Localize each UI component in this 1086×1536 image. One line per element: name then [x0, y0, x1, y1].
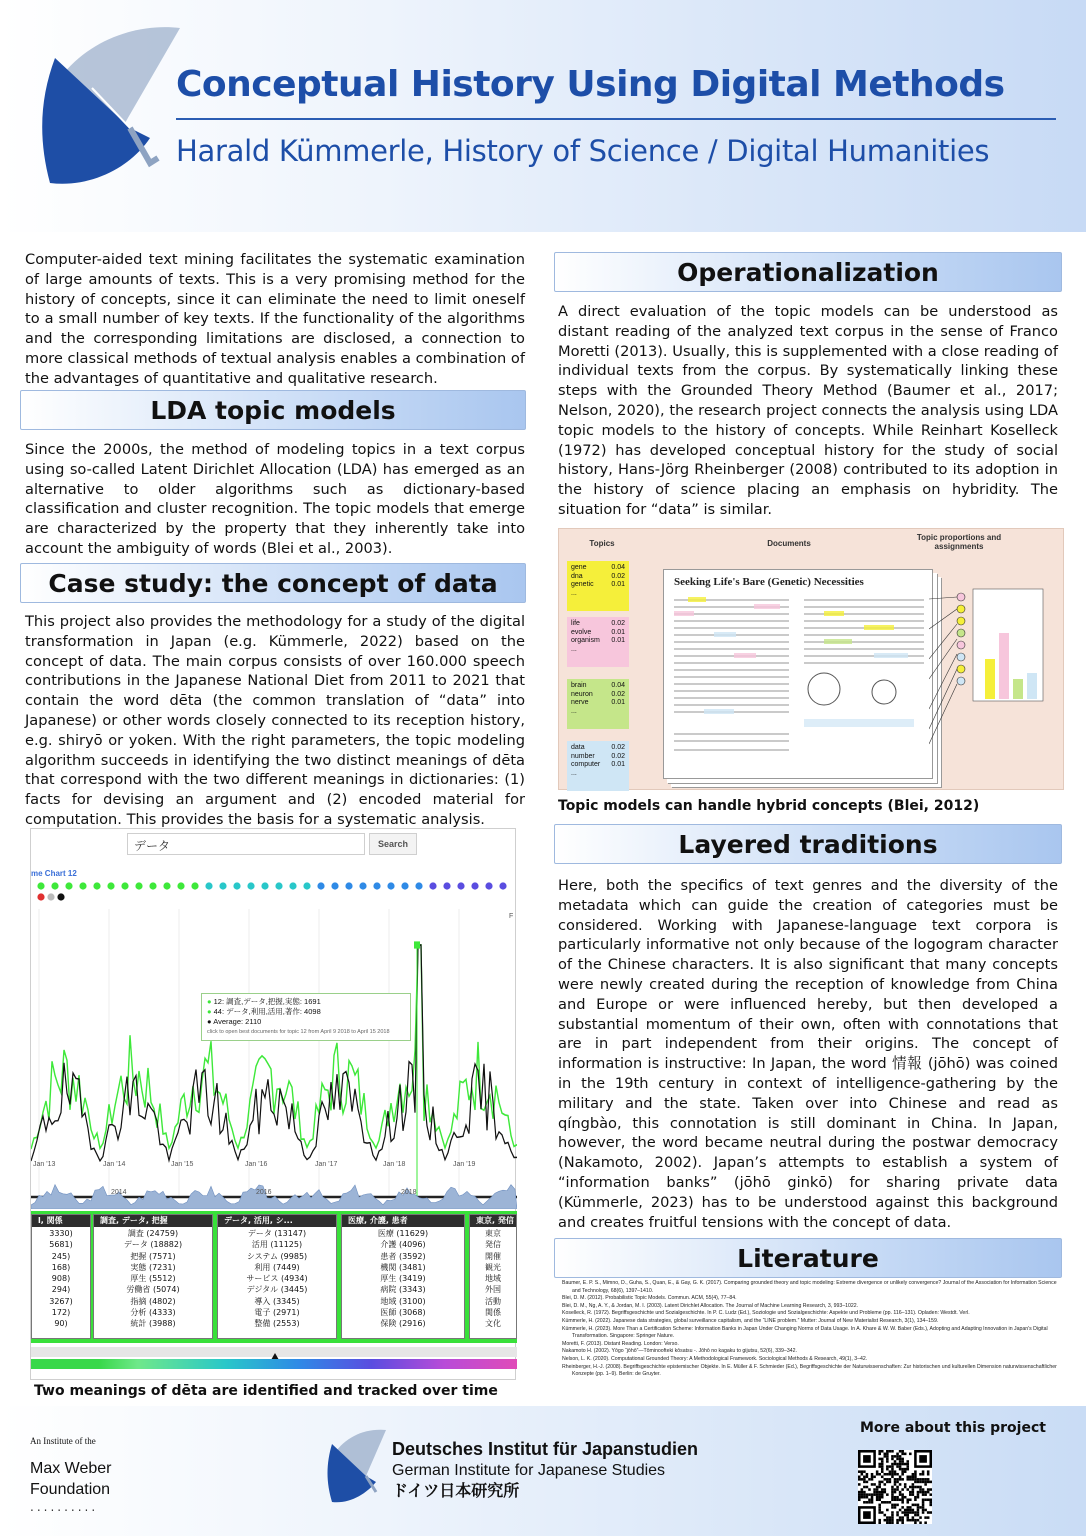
overview-area	[31, 1185, 517, 1209]
topic-word-weight: 0.02	[611, 620, 625, 627]
topic-word: brain	[571, 682, 587, 689]
topic-word: ...	[571, 769, 577, 777]
topic-term[interactable]: 機関 (3481)	[380, 1262, 426, 1272]
literature-reference: Kümmerle, H. (2022). Japanese data strategies, global surveillance capitalism, and the “LINE problem.” Mutter: Journal of New Materialist Research, 3(1), 134–159.	[562, 1317, 939, 1324]
search-input[interactable]: データ	[127, 833, 365, 855]
topic-dot[interactable]	[163, 882, 170, 889]
section-heading-literature: Literature	[554, 1238, 1062, 1278]
tooltip-line-3: Average: 2110	[213, 1017, 262, 1026]
topic-dot[interactable]	[415, 882, 422, 889]
chart-side-letter: F	[509, 913, 514, 920]
figure-label-proportions: Topic proportions and assignments	[916, 533, 1002, 551]
topic-column-header[interactable]: データ, 活用, シ...	[218, 1215, 336, 1227]
topic-term[interactable]: 関係	[485, 1308, 501, 1318]
topic-card-row	[571, 564, 625, 573]
topic-word: ...	[571, 589, 577, 597]
section-heading-lda: LDA topic models	[20, 390, 526, 430]
year-label: Jan '18	[383, 1161, 406, 1168]
topic-dot[interactable]	[373, 882, 380, 889]
topic-dot[interactable]	[303, 882, 310, 889]
topic-term[interactable]: 厚生 (3419)	[380, 1274, 426, 1284]
topic-columns	[31, 1211, 517, 1343]
mwf-line-1: Max Weber	[30, 1460, 112, 1477]
topic-term[interactable]: 3267)	[49, 1296, 73, 1306]
topic-term[interactable]: 地域	[485, 1274, 501, 1284]
topic-term[interactable]: 患者 (3592)	[380, 1251, 426, 1261]
topic-column[interactable]	[31, 1214, 91, 1339]
topic-term[interactable]: 活用 (11125)	[251, 1240, 303, 1250]
topic-term[interactable]: 介護 (4096)	[380, 1240, 426, 1250]
year-axis	[31, 1161, 517, 1171]
topic-dot[interactable]	[233, 882, 240, 889]
dij-name-ja: ドイツ日本研究所	[392, 1483, 520, 1500]
year-label: Jan '17	[315, 1161, 338, 1168]
literature-reference: Kümmerle, H. (2023). More Than a Certification Scheme: Information Banks in Japan Under Changing Norms of Data Usage. In A. Khare & W. W. Baber (Eds.), Adopting and Adapting Innovation in Japan's Digital Transformation. Singapore: Springer Nature.	[562, 1325, 1048, 1340]
topic-term[interactable]: 分析 (4333)	[130, 1308, 176, 1318]
topic-term[interactable]: 90)	[54, 1319, 68, 1329]
series-line-black	[31, 945, 517, 1161]
topic-card-row	[571, 770, 625, 779]
topic-term[interactable]: 労働省 (5074)	[126, 1285, 180, 1295]
topic-term[interactable]: 利用 (7449)	[254, 1262, 300, 1272]
topic-term[interactable]: 文化	[485, 1319, 501, 1329]
figure-label-documents: Documents	[767, 539, 811, 548]
dij-ginkgo-logo	[326, 1426, 390, 1506]
poster-title: Conceptual History Using Digital Methods	[176, 64, 1005, 105]
dij-name-de: Deutsches Institut für Japanstudien	[392, 1439, 699, 1459]
topic-dot[interactable]	[37, 882, 44, 889]
literature-reference: Nakamoto H. (2002). Yōgo “jōhō”—Tōminoofteki kōsatsu -. Jōhō no kagaku to gijutsu, 52(6), 339–342.	[562, 1348, 797, 1355]
topic-dot[interactable]	[429, 882, 436, 889]
topic-term[interactable]: 調査 (24759)	[127, 1229, 179, 1238]
topic-proportions-graphic	[929, 569, 1059, 779]
topic-dot[interactable]	[289, 882, 296, 889]
topic-term[interactable]: 地域 (3100)	[380, 1296, 426, 1306]
year-label: Jan '19	[453, 1161, 476, 1168]
document-text-lines	[674, 594, 924, 764]
topic-dot[interactable]	[485, 882, 492, 889]
topic-card-row	[571, 761, 625, 770]
topic-word-weight: 0.02	[611, 690, 625, 698]
topic-term[interactable]: 保険 (2916)	[380, 1319, 426, 1329]
topic-term[interactable]: データ (18882)	[123, 1240, 183, 1250]
mini-year-label: 2016	[256, 1189, 272, 1196]
topic-card-row	[571, 682, 625, 691]
topic-card	[567, 617, 629, 667]
mwf-line-2: Foundation	[30, 1481, 111, 1498]
topic-term[interactable]: 電子 (2971)	[254, 1308, 300, 1318]
topic-dot[interactable]	[401, 882, 408, 889]
horizontal-scrollbar[interactable]	[31, 1347, 517, 1357]
topic-dot[interactable]	[205, 882, 212, 889]
topic-word: computer	[571, 761, 601, 769]
topic-word: data	[571, 744, 585, 751]
topic-column-header[interactable]: l, 関係	[32, 1215, 90, 1227]
year-label: Jan '13	[33, 1161, 56, 1168]
institute-of-label: An Institute of the	[30, 1436, 96, 1446]
topic-dot[interactable]	[387, 882, 394, 889]
year-label: Jan '15	[171, 1161, 194, 1168]
tooltip-line-2: 44: データ,利用,活用,著作: 4098	[213, 1007, 321, 1016]
topic-term[interactable]: 医師 (3068)	[380, 1308, 426, 1318]
topic-term[interactable]: 活動	[485, 1296, 501, 1306]
topic-term[interactable]: 医療 (11629)	[377, 1229, 429, 1238]
series-dot[interactable]	[57, 893, 64, 900]
topic-dot[interactable]	[471, 882, 478, 889]
max-weber-foundation-logo	[30, 1458, 112, 1500]
topic-term[interactable]: 908)	[51, 1274, 71, 1284]
poster-header	[0, 0, 1086, 232]
topic-word-weight: 0.01	[611, 699, 625, 707]
topic-term[interactable]: 実態 (7231)	[130, 1262, 176, 1272]
chart-caption: Two meanings of dēta are identified and tracked over time	[34, 1383, 498, 1399]
topic-dot[interactable]	[247, 882, 254, 889]
topic-chart-screenshot	[30, 828, 516, 1380]
topic-word: life	[571, 620, 580, 627]
more-about-label: More about this project	[860, 1420, 1046, 1436]
topic-term[interactable]: 外国	[485, 1285, 501, 1295]
operationalization-paragraph: A direct evaluation of the topic models can be understood as distant reading of the analyzed text corpus in the sense of Franco Moretti (2013). Usually, this is supplemented with a close reading of individual texts from the corpus. By systematically linking these steps with the Grounded Theory Method (Baumer et al., 2017; Nelson, 2020), the research project connects the analysis using LDA topic models to the history of concepts. While Reinhart Koselleck (1972) has developed conceptual history for the study of social history, Hans-Jörg Rheinberger (2008) contributed to its adoption in the history of science placing an emphasis on hybridity. The situation for “data” is similar.	[558, 303, 1058, 518]
topic-term[interactable]: システム (9985)	[246, 1251, 308, 1261]
topic-selector-dots[interactable]	[35, 881, 515, 905]
topic-card-row	[571, 581, 625, 590]
ginkgo-leaf-logo	[30, 18, 190, 218]
topic-term[interactable]: 5681)	[49, 1240, 73, 1250]
topic-dot[interactable]	[443, 882, 450, 889]
mini-year-label: 2018	[401, 1189, 417, 1196]
figure-document	[663, 569, 933, 779]
case-study-text: This project also provides the methodology for a study of the digital transformation in Japan (e.g. Kümmerle, 2022) based on the concept of data. The main corpus consists of over 160.000 speech contributions in the Japanese National Diet from 2011 to 2021 that contain the word dēta (the common translation of “data” into Japanese) or other words closely connected to its reception history, e.g. shiryō or yoken. With the right parameters, the topic modeling algorithm succeeds in identifying the two distinct meanings of dēta that correspond with the two different meanings in dictionaries: (1) facts for devising an argument and (2) encoded material for computation. This provides the basis for a systematic analysis.	[25, 613, 525, 828]
mini-year-label: 2014	[111, 1189, 127, 1196]
topic-word: gene	[571, 564, 587, 571]
qr-code[interactable]	[858, 1450, 932, 1524]
topic-card-row	[571, 691, 625, 700]
literature-reference: Moretti, F. (2013). Distant Reading. London: Verso.	[562, 1340, 679, 1347]
dij-name-block	[392, 1438, 698, 1503]
search-button[interactable]: Search	[369, 833, 417, 855]
topic-column-header[interactable]: 東京, 発信	[470, 1215, 516, 1227]
topic-column[interactable]	[469, 1214, 517, 1339]
topic-term[interactable]: 把握 (7571)	[130, 1251, 176, 1261]
topic-word: genetic	[571, 581, 594, 589]
topic-word: organism	[571, 637, 600, 645]
topic-column[interactable]	[93, 1214, 213, 1339]
topic-color-scale[interactable]	[31, 1359, 517, 1369]
topic-dot[interactable]	[177, 882, 184, 889]
case-study-paragraph	[25, 612, 525, 830]
topic-card-row	[571, 629, 625, 638]
topic-card	[567, 679, 629, 729]
topic-word: nerve	[571, 699, 589, 707]
layered-paragraph: Here, both the specifics of text genres and the diversity of the metadata which can guide the creation of categories must be considered. Working with Japanese-language text corpora is particularly informative not only because of the logogram character of the Chinese characters. It is also significant that many concepts were newly created during the reception of knowledge from China and Europe or were influenced hereby, but then developed a substantial momentum of their own, often with connotations that are in part independent from their origins. The concept of information is instructive: In Japan, the word 情報 (jōhō) was coined in the 19th century in context of intelligence-gathering by the military and the state. Taken over into Chinese and read as qíngbào, this connotation is still dominant in China. In Japan, however, the word became neutral during the postwar democracy (Nakamoto, 2002). Japan’s attempts to establish a system of “information banks” (jōhō ginkō) for sharing private data (Kümmerle, 2023) has to be understood against this background and creates fruitful tensions with the concept of data.	[558, 877, 1058, 1231]
topic-term[interactable]: 168)	[51, 1262, 71, 1272]
topic-term[interactable]: 開催	[485, 1251, 501, 1261]
topic-model-figure	[558, 528, 1064, 790]
topic-term[interactable]: 東京	[485, 1229, 501, 1238]
poster-subtitle: Harald Kümmerle, History of Science / Digital Humanities	[176, 134, 990, 168]
topic-dot[interactable]	[65, 882, 72, 889]
title-divider	[176, 118, 1056, 120]
topic-column[interactable]	[217, 1214, 337, 1339]
topic-card-row	[571, 753, 625, 762]
topic-word-weight: 0.02	[611, 744, 625, 751]
topic-term[interactable]: 245)	[51, 1251, 71, 1261]
figure-caption: Topic models can handle hybrid concepts (Blei, 2012)	[558, 798, 980, 814]
topic-dot[interactable]	[359, 882, 366, 889]
series-dot[interactable]	[37, 893, 44, 900]
topic-word: dna	[571, 572, 583, 580]
topic-card-row	[571, 590, 625, 599]
topic-word-weight: 0.01	[611, 581, 625, 589]
literature-reference: Baumer, E. P. S., Mimno, D., Guha, S., Quan, E., & Gay, G. K. (2017). Comparing grounded theory and topic modeling: Extreme divergence or unlikely convergence? Journal of the Association for Information Science and Technology, 68(6), 1397–1410.	[562, 1280, 1057, 1294]
topic-column[interactable]	[341, 1214, 465, 1339]
topic-card-row	[571, 637, 625, 646]
literature-reference: Nelson, L. K. (2020). Computational Grounded Theory: A Methodological Framework. Sociological Methods & Research, 49(1), 3–42.	[562, 1355, 868, 1362]
chart-tooltip: ● 12: 調査,データ,把握,実態: 1691 ● 44: データ,利用,活用,著作: 4098 ● Average: 2110 click to open best documents for topic 12 from April 9 2018 to April 15 2018	[201, 993, 411, 1041]
topic-term[interactable]: 指摘 (4802)	[130, 1296, 176, 1306]
topic-dot[interactable]	[261, 882, 268, 889]
series-dot[interactable]	[47, 893, 54, 900]
topic-term[interactable]: 整備 (2553)	[254, 1319, 300, 1329]
topic-term[interactable]: データ (13147)	[247, 1229, 307, 1238]
topic-dot[interactable]	[149, 882, 156, 889]
topic-word-weight: 0.01	[611, 761, 625, 769]
topic-dot[interactable]	[51, 882, 58, 889]
literature-reference: Rheinberger, H.-J. (2008). Begriffsgeschichte epistemischer Objekte. In E. Müller & F. Schmieder (Ed.), Begriffsgeschichte der Naturwissenschaften: Zur historischen und kulturellen Dimension naturwissenschaftlicher Konzepte (pp. 1–9). Berlin: de Gruyter.	[562, 1363, 1057, 1378]
topic-dot[interactable]	[457, 882, 464, 889]
topic-term[interactable]: 厚生 (5512)	[130, 1274, 176, 1284]
topic-dot[interactable]	[121, 882, 128, 889]
topic-dot[interactable]	[135, 882, 142, 889]
topic-word: ...	[571, 645, 577, 653]
topic-term[interactable]: 統計 (3988)	[130, 1319, 176, 1329]
topic-term[interactable]: 172)	[51, 1308, 71, 1318]
topic-term[interactable]: 294)	[51, 1285, 71, 1295]
topic-term[interactable]: 3330)	[49, 1229, 73, 1238]
topic-card-row	[571, 744, 625, 753]
topic-column-header[interactable]: 医療, 介護, 患者	[342, 1215, 464, 1227]
section-heading-layered: Layered traditions	[554, 824, 1062, 864]
topic-card-row	[571, 573, 625, 582]
topic-word-weight: 0.02	[611, 572, 625, 580]
topic-dot[interactable]	[345, 882, 352, 889]
topic-dot[interactable]	[499, 882, 506, 889]
literature-reference: Blei, D. M. (2012). Probabilistic Topic Models. Commun. ACM, 55(4), 77–84.	[562, 1295, 737, 1302]
topic-dot[interactable]	[219, 882, 226, 889]
topic-word: evolve	[571, 628, 592, 636]
year-label: Jan '14	[103, 1161, 126, 1168]
topic-dot[interactable]	[93, 882, 100, 889]
tooltip-line-1: 12: 調査,データ,把握,実態: 1691	[213, 997, 321, 1006]
topic-card-row	[571, 708, 625, 717]
topic-word-weight: 0.04	[611, 564, 625, 571]
topic-word: ...	[571, 707, 577, 715]
topic-word: number	[571, 752, 595, 760]
figure-document-title: Seeking Life's Bare (Genetic) Necessities	[674, 576, 864, 588]
topic-word-weight: 0.02	[611, 752, 625, 760]
series-line-green	[31, 945, 517, 1149]
topic-card-row	[571, 620, 625, 629]
overview-minichart[interactable]	[31, 1175, 517, 1209]
topic-term[interactable]: サービス (4934)	[246, 1274, 308, 1284]
tooltip-hint: click to open best documents for topic 12 from April 9 2018 to April 15 2018	[207, 1029, 390, 1035]
topic-dot[interactable]	[275, 882, 282, 889]
topic-term[interactable]: 導入 (3345)	[254, 1296, 300, 1306]
topic-term[interactable]: デジタル (3445)	[246, 1285, 308, 1295]
topic-column-header[interactable]: 調査, データ, 把握	[94, 1215, 212, 1227]
topic-term[interactable]: 病院 (3343)	[380, 1285, 426, 1295]
topic-term[interactable]: 発信	[485, 1240, 501, 1250]
topic-dot[interactable]	[107, 882, 114, 889]
intro-paragraph: Computer-aided text mining facilitates the systematic examination of large amounts of texts. This is a very promising method for the history of concepts, since it can eliminate the need to limit oneself to a small number of key texts. If the functionality of the algorithms and the corresponding limitations are disclosed, a connection to more classical methods of textual analysis enables a combination of the advantages of quantitative and qualitative research.	[25, 251, 525, 387]
section-heading-case-study: Case study: the concept of data	[20, 563, 526, 603]
poster-footer	[0, 1406, 1086, 1536]
topic-card	[567, 741, 629, 791]
topic-word-weight: 0.01	[611, 637, 625, 645]
section-heading-operationalization: Operationalization	[554, 252, 1062, 292]
year-label: Jan '16	[245, 1161, 268, 1168]
topic-dot[interactable]	[331, 882, 338, 889]
topic-card-row	[571, 646, 625, 655]
topic-dot[interactable]	[191, 882, 198, 889]
lda-paragraph: Since the 2000s, the method of modeling topics in a text corpus using so-called Latent Dirichlet Allocation (LDA) has emerged as an alternative to older algorithms such as dictionary-based classification and cluster recognition. The topic models that emerge are characterized by the property that they inherently take into account the ambiguity of words (Blei et al., 2003).	[25, 441, 525, 557]
literature-reference: Koselleck, R. (1972). Begriffsgeschichte und Sozialgeschichte. In P. C. Ludz (Ed.), Soziologie und Sozialgeschichte: Aspekte und Probleme (pp. 116–131). Opladen: Westdt. Verl.	[562, 1310, 970, 1317]
topic-term[interactable]: 観光	[485, 1262, 501, 1272]
chart-tab[interactable]: me Chart 12	[31, 869, 77, 878]
figure-label-topics: Topics	[589, 539, 615, 548]
mwf-dots: ..........	[30, 1500, 99, 1514]
topic-card-row	[571, 699, 625, 708]
topic-card	[567, 561, 629, 611]
literature-reference: Blei, D. M., Ng, A. Y., & Jordan, M. I. (2003). Latent Dirichlet Allocation. The Journal of Machine Learning Research, 3, 993–1022.	[562, 1302, 859, 1309]
dij-name-en: German Institute for Japanese Studies	[392, 1462, 666, 1479]
topic-word-weight: 0.01	[611, 628, 625, 636]
topic-dot[interactable]	[317, 882, 324, 889]
literature-list	[562, 1280, 1062, 1379]
topic-word-weight: 0.04	[611, 682, 625, 689]
topic-dot[interactable]	[79, 882, 86, 889]
topic-word: neuron	[571, 690, 593, 698]
